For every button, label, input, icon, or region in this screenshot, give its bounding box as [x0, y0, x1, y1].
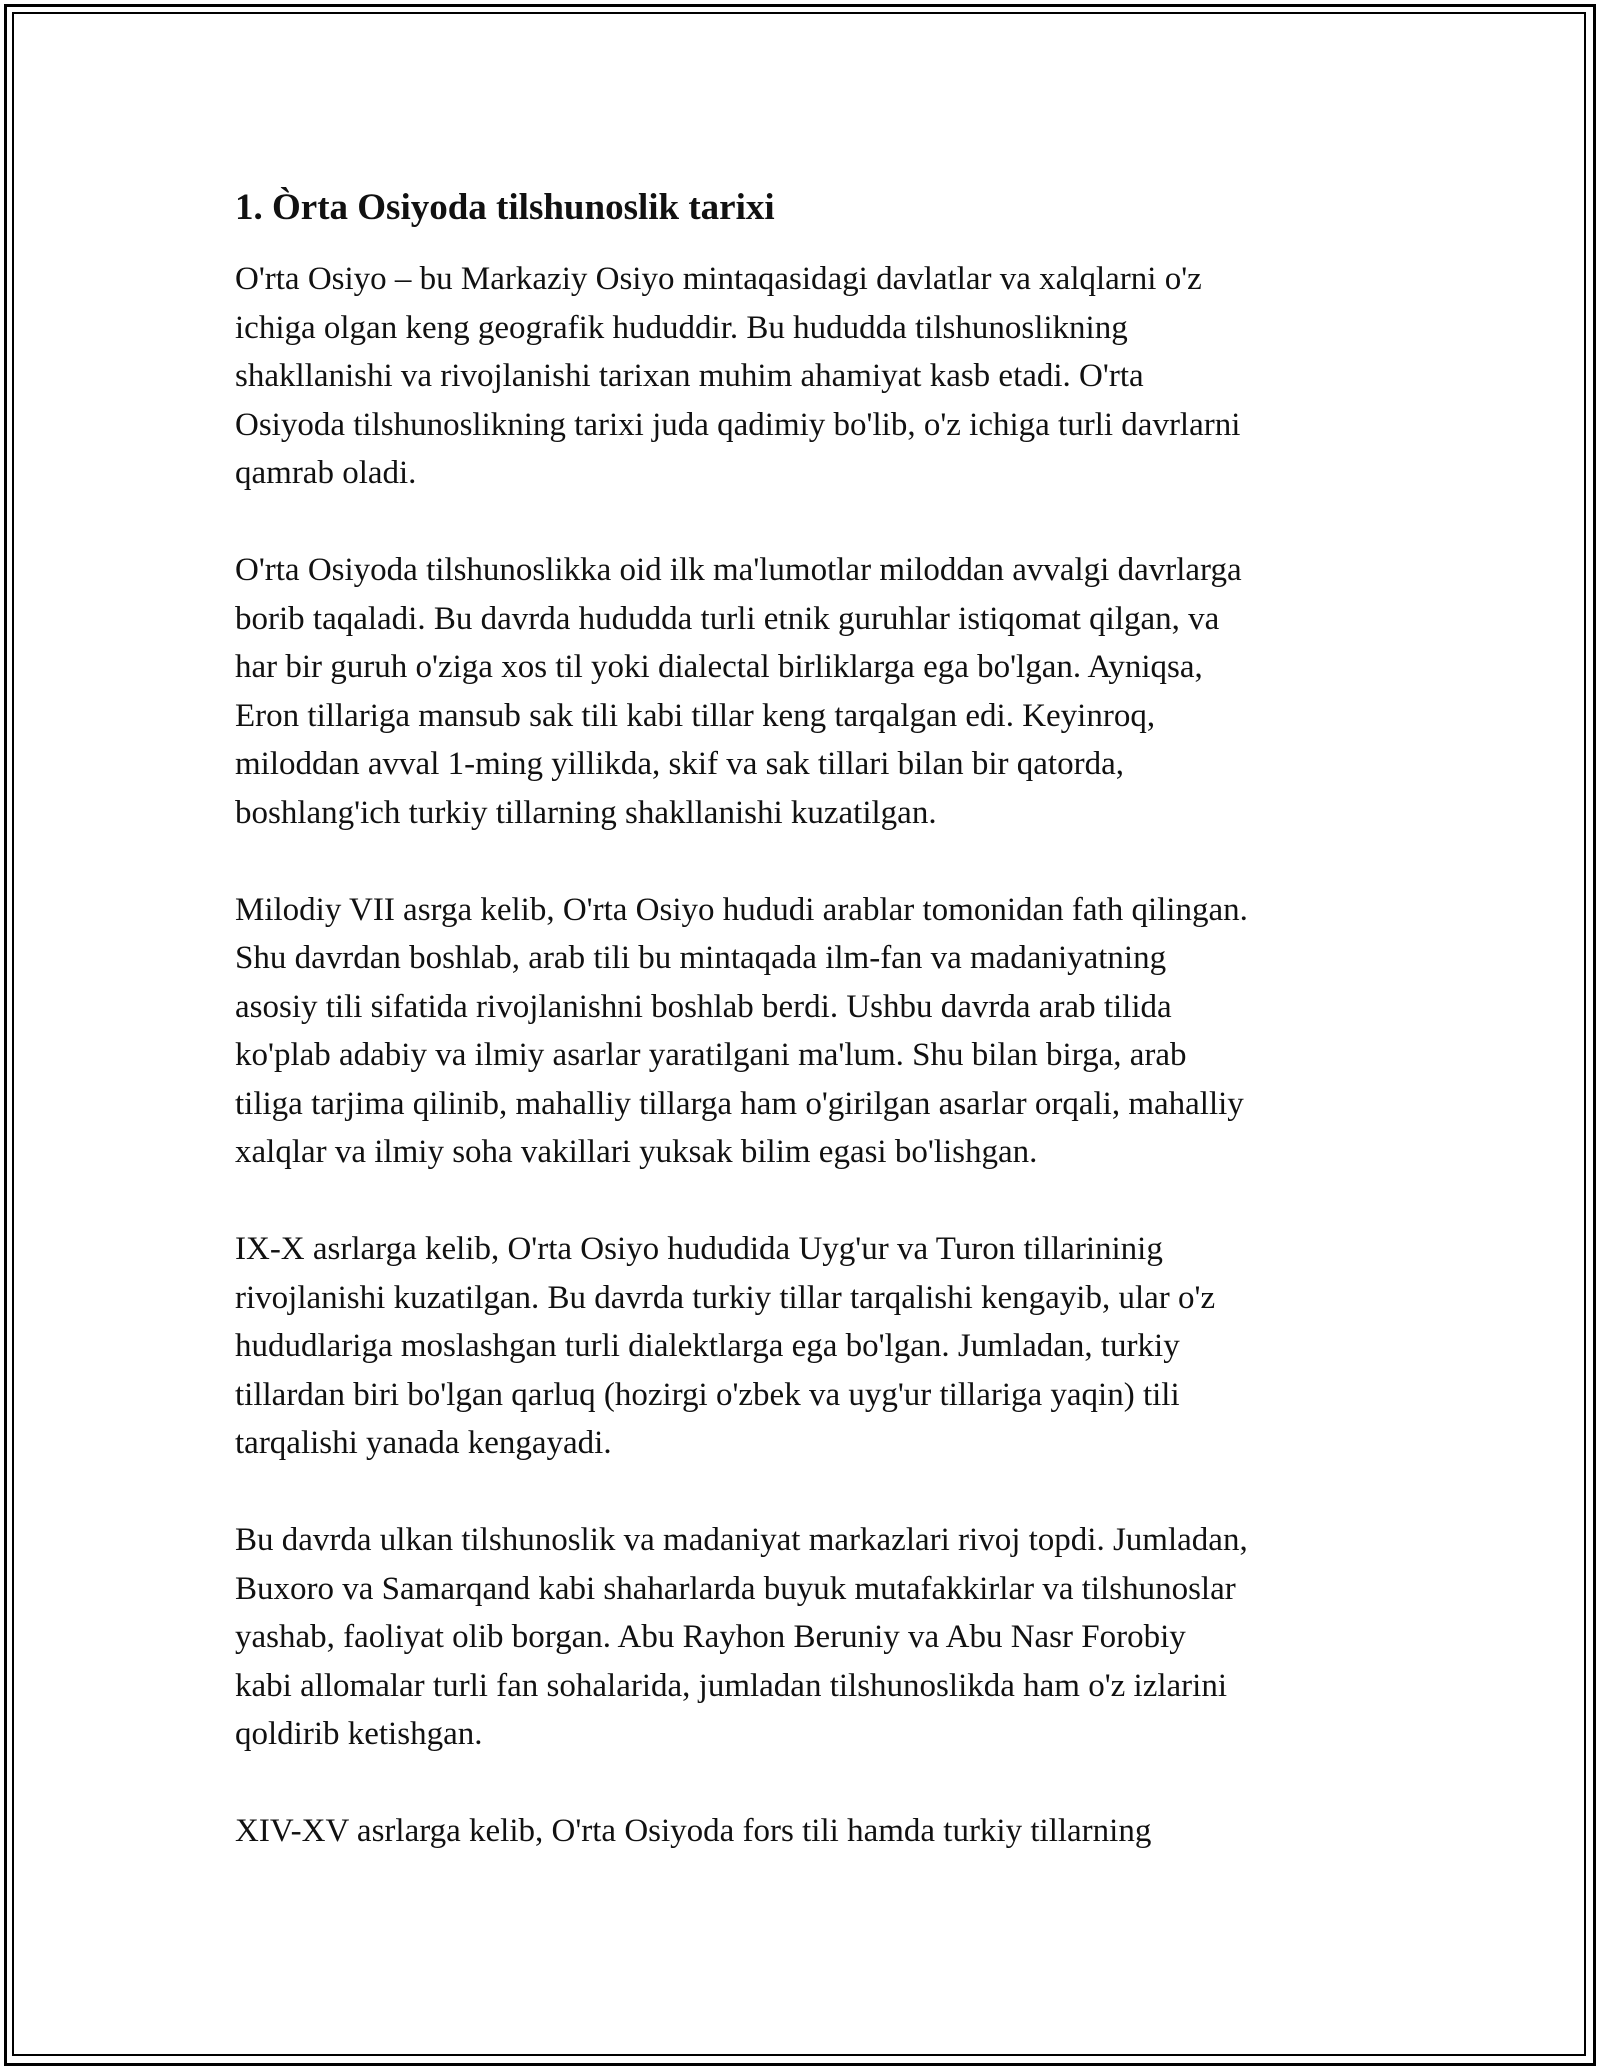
paragraph-line: tarqalishi yanada kengayadi.: [235, 1425, 612, 1461]
paragraph-line: xalqlar va ilmiy soha vakillari yuksak bilim egasi bo'lishgan.: [235, 1134, 1038, 1170]
section-heading: 1. Òrta Osiyoda tilshunoslik tarixi: [235, 187, 775, 228]
paragraph-6: [235, 1807, 1385, 1856]
paragraph-line: tillardan biri bo'lgan qarluq (hozirgi o'zbek va uyg'ur tillariga yaqin) tili: [235, 1376, 1180, 1413]
paragraph-line: ko'plab adabiy va ilmiy asarlar yaratilgani ma'lum. Shu bilan birga, arab: [235, 1037, 1187, 1073]
paragraph-3: [235, 886, 1385, 1177]
paragraph-4: [235, 1225, 1385, 1468]
paragraph-line: asosiy tili sifatida rivojlanishni boshlab berdi. Ushbu davrda arab tilida: [235, 988, 1172, 1025]
paragraph-line: Bu davrda ulkan tilshunoslik va madaniyat markazlari rivoj topdi. Jumladan,: [235, 1522, 1248, 1558]
paragraph-line: kabi allomalar turli fan sohalarida, jumladan tilshunoslikda ham o'z izlarini: [235, 1667, 1227, 1704]
paragraph-line: Osiyoda tilshunoslikning tarixi juda qadimiy bo'lib, o'z ichiga turli davrlarni: [235, 406, 1241, 443]
paragraph-line: O'rta Osiyoda tilshunoslikka oid ilk ma'lumotlar miloddan avvalgi davrlarga: [235, 552, 1242, 588]
paragraph-line: ichiga olgan keng geografik hududdir. Bu hududda tilshunoslikning: [235, 309, 1128, 346]
paragraph-line: qamrab oladi.: [235, 455, 417, 491]
paragraph-line: borib taqaladi. Bu davrda hududda turli etnik guruhlar istiqomat qilgan, va: [235, 600, 1220, 637]
paragraph-line: Eron tillariga mansub sak tili kabi tillar keng tarqalgan edi. Keyinroq,: [235, 697, 1156, 734]
paragraph-2: [235, 546, 1385, 837]
paragraph-5: [235, 1516, 1385, 1759]
paragraph-line: tiliga tarjima qilinib, mahalliy tillarga ham o'girilgan asarlar orqali, mahalliy: [235, 1085, 1244, 1122]
paragraph-line: qoldirib ketishgan.: [235, 1716, 483, 1752]
paragraph-line: Shu davrdan boshlab, arab tili bu mintaqada ilm-fan va madaniyatning: [235, 940, 1167, 976]
paragraph-line: Milodiy VII asrga kelib, O'rta Osiyo hududi arablar tomonidan fath qilingan.: [235, 891, 1248, 928]
paragraph-line: IX-X asrlarga kelib, O'rta Osiyo hududida Uyg'ur va Turon tillarininig: [235, 1231, 1163, 1267]
paragraph-line: miloddan avval 1-ming yillikda, skif va sak tillari bilan bir qatorda,: [235, 746, 1124, 782]
paragraph-line: hududlariga moslashgan turli dialektlarga ega bo'lgan. Jumladan, turkiy: [235, 1328, 1180, 1364]
paragraph-1: [235, 255, 1385, 498]
paragraph-line: rivojlanishi kuzatilgan. Bu davrda turkiy tillar tarqalishi kengayib, ular o'z: [235, 1279, 1216, 1316]
paragraph-line: shakllanishi va rivojlanishi tarixan muhim ahamiyat kasb etadi. O'rta: [235, 358, 1144, 394]
paragraph-line: O'rta Osiyo – bu Markaziy Osiyo mintaqasidagi davlatlar va xalqlarni o'z: [235, 261, 1202, 297]
paragraph-line: XIV-XV asrlarga kelib, O'rta Osiyoda fors tili hamda turkiy tillarning: [235, 1813, 1152, 1849]
paragraph-line: boshlang'ich turkiy tillarning shakllanishi kuzatilgan.: [235, 794, 937, 831]
paragraph-line: yashab, faoliyat olib borgan. Abu Rayhon Beruniy va Abu Nasr Forobiy: [235, 1619, 1186, 1655]
document-body: [235, 183, 1385, 1904]
paragraph-line: Buxoro va Samarqand kabi shaharlarda buyuk mutafakkirlar va tilshunoslar: [235, 1570, 1236, 1607]
paragraph-line: har bir guruh o'ziga xos til yoki dialectal birliklarga ega bo'lgan. Ayniqsa,: [235, 649, 1203, 685]
